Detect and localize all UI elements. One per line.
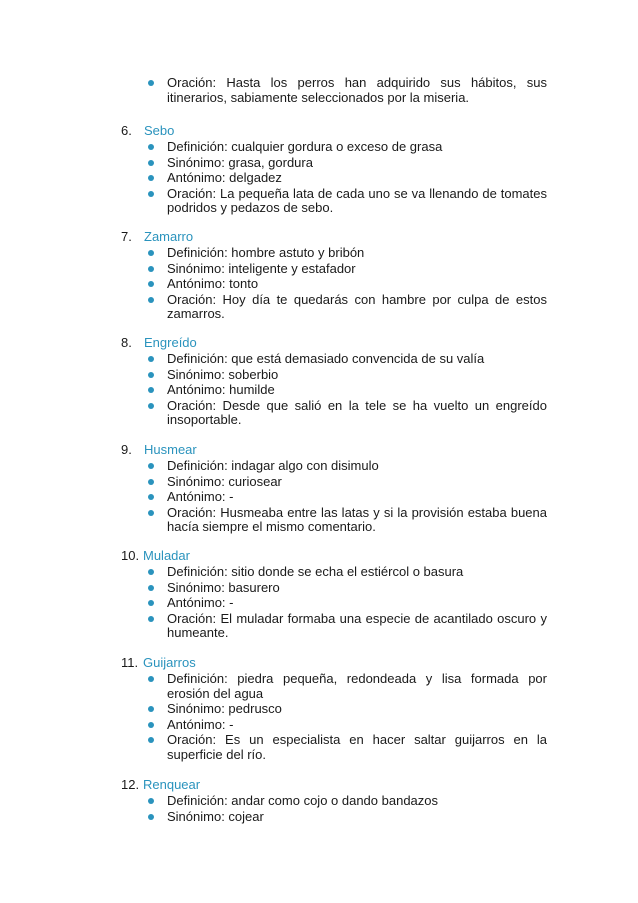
list-item: Definición: sitio donde se echa el estiércol o basura <box>121 565 547 580</box>
bullet-icon <box>148 737 154 743</box>
bullet-icon <box>148 372 154 378</box>
list-item: Sinónimo: grasa, gordura <box>121 156 547 171</box>
list-item: Oración: Hasta los perros han adquirido sus hábitos, sus itinerarios, sabiamente seleccionados por la miseria. <box>121 76 547 105</box>
entry-number: 8. <box>121 335 132 350</box>
entry-number: 7. <box>121 229 132 244</box>
list-item: Definición: piedra pequeña, redondeada y lisa formada por erosión del agua <box>121 672 547 701</box>
list-item: Sinónimo: pedrusco <box>121 702 547 717</box>
bullet-icon <box>148 569 154 575</box>
list-item: Oración: El muladar formaba una especie de acantilado oscuro y humeante. <box>121 612 547 641</box>
bullet-icon <box>148 144 154 150</box>
bullet-icon <box>148 479 154 485</box>
list-item: Definición: cualquier gordura o exceso de grasa <box>121 140 547 155</box>
entry-muladar <box>121 548 561 642</box>
bullet-icon <box>148 297 154 303</box>
bullet-icon <box>148 494 154 500</box>
list-item: Antónimo: - <box>121 490 547 505</box>
bullet-icon <box>148 676 154 682</box>
bullet-icon <box>148 191 154 197</box>
list-item: Antónimo: tonto <box>121 277 547 292</box>
bullet-icon <box>148 722 154 728</box>
entry-zamarro <box>121 229 561 323</box>
list-item: Oración: Hoy día te quedarás con hambre por culpa de estos zamarros. <box>121 293 547 322</box>
bullet-icon <box>148 356 154 362</box>
entry-guijarros <box>121 655 561 763</box>
lead-list <box>121 76 561 106</box>
bullet-icon <box>148 798 154 804</box>
list-item: Sinónimo: soberbio <box>121 368 547 383</box>
bullet-icon <box>148 463 154 469</box>
entry-number: 10. <box>121 548 140 563</box>
entry-renquear <box>121 777 561 825</box>
list-item: Antónimo: delgadez <box>121 171 547 186</box>
list-item: Definición: que está demasiado convencida de su valía <box>121 352 547 367</box>
entry-word: Engreído <box>144 335 197 350</box>
list-item: Oración: Husmeaba entre las latas y si la provisión estaba buena hacía siempre el mismo comentario. <box>121 506 547 535</box>
list-item: Antónimo: - <box>121 718 547 733</box>
entry-word: Renquear <box>143 777 201 792</box>
bullet-icon <box>148 80 154 86</box>
list-item: Sinónimo: curiosear <box>121 475 547 490</box>
bullet-icon <box>148 814 154 820</box>
bullet-icon <box>148 600 154 606</box>
entry-word: Husmear <box>144 442 197 457</box>
list-item: Sinónimo: basurero <box>121 581 547 596</box>
entry-number: 12. <box>121 777 140 792</box>
entry-number: 11. <box>121 655 139 670</box>
list-item: Oración: Es un especialista en hacer saltar guijarros en la superficie del río. <box>121 733 547 762</box>
bullet-icon <box>148 281 154 287</box>
list-item: Oración: Desde que salió en la tele se ha vuelto un engreído insoportable. <box>121 399 547 428</box>
bullet-icon <box>148 250 154 256</box>
list-item: Definición: hombre astuto y bribón <box>121 246 547 261</box>
entry-word: Zamarro <box>144 229 194 244</box>
list-item: Definición: andar como cojo o dando bandazos <box>121 794 547 809</box>
bullet-icon <box>148 706 154 712</box>
entry-sebo <box>121 123 561 217</box>
list-item: Definición: indagar algo con disimulo <box>121 459 547 474</box>
list-item: Antónimo: humilde <box>121 383 547 398</box>
bullet-icon <box>148 387 154 393</box>
bullet-icon <box>148 266 154 272</box>
bullet-icon <box>148 160 154 166</box>
list-item: Antónimo: - <box>121 596 547 611</box>
entry-word: Guijarros <box>143 655 196 670</box>
bullet-icon <box>148 510 154 516</box>
list-item: Sinónimo: inteligente y estafador <box>121 262 547 277</box>
bullet-icon <box>148 585 154 591</box>
bullet-icon <box>148 175 154 181</box>
entry-word: Sebo <box>144 123 175 138</box>
bullet-icon <box>148 403 154 409</box>
list-item: Sinónimo: cojear <box>121 810 547 825</box>
entry-word: Muladar <box>143 548 190 563</box>
entry-number: 6. <box>121 123 132 138</box>
entry-engreido <box>121 335 561 429</box>
bullet-icon <box>148 616 154 622</box>
entry-number: 9. <box>121 442 132 457</box>
entry-husmear <box>121 442 561 536</box>
list-item: Oración: La pequeña lata de cada uno se va llenando de tomates podridos y pedazos de sebo. <box>121 187 547 216</box>
